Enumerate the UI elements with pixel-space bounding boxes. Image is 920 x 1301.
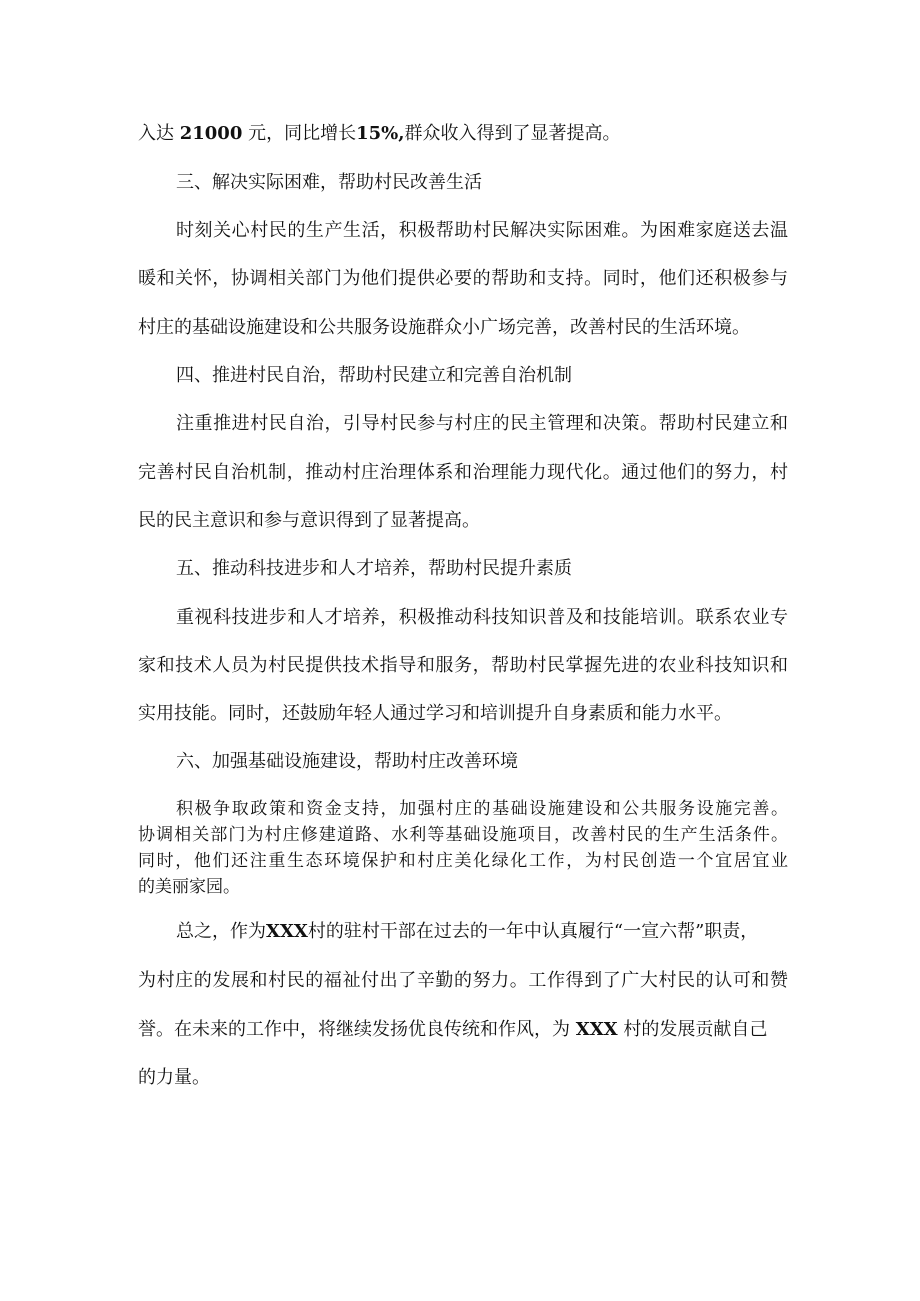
summary-line xyxy=(176,920,788,944)
income-sentence-line xyxy=(138,122,788,146)
paragraph-line: 家和技术人员为村民提供技术指导和服务，帮助村民掌握先进的农业科技知识和 xyxy=(138,655,788,676)
paragraph-line: 时刻关心村民的生产生活，积极帮助村民解决实际困难。为困难家庭送去温 xyxy=(176,220,788,241)
paragraph-line: 协调相关部门为村庄修建道路、水利等基础设施项目，改善村民的生产生活条件。 xyxy=(138,825,788,845)
paragraph-line: 同时，他们还注重生态环境保护和村庄美化绿化工作，为村民创造一个宜居宜业 xyxy=(138,851,788,871)
paragraph-line: 暖和关怀，协调相关部门为他们提供必要的帮助和支持。同时，他们还积极参与 xyxy=(138,268,788,289)
text-fragment: 村的发展贡献自己 xyxy=(623,1019,768,1040)
text-fragment: 入达 xyxy=(138,123,174,144)
paragraph-line: 完善村民自治机制，推动村庄治理体系和治理能力现代化。通过他们的努力，村 xyxy=(138,462,788,483)
paragraph-line: 注重推进村民自治，引导村民参与村庄的民主管理和决策。帮助村民建立和 xyxy=(176,413,788,434)
village-name: XXX xyxy=(575,1019,618,1040)
text-fragment: 总之，作为 xyxy=(176,921,266,942)
text-fragment: 誉。在未来的工作中，将继续发扬优良传统和作风，为 xyxy=(138,1019,570,1040)
paragraph-line: 重视科技进步和人才培养，积极推动科技知识普及和技能培训。联系农业专 xyxy=(176,607,788,628)
section-heading-4: 四、推进村民自治，帮助村民建立和完善自治机制 xyxy=(176,365,572,386)
income-amount: 21000 xyxy=(179,123,243,144)
section-heading-6: 六、加强基础设施建设，帮助村庄改善环境 xyxy=(176,751,518,772)
paragraph-line: 为村庄的发展和村民的福祉付出了辛勤的努力。工作得到了广大村民的认可和赞 xyxy=(138,970,788,991)
village-name: XXX xyxy=(266,921,308,942)
text-fragment: 元，同比增长 xyxy=(248,123,357,144)
paragraph-line: 积极争取政策和资金支持，加强村庄的基础设施建设和公共服务设施完善。 xyxy=(176,799,788,819)
text-fragment: 村的驻村干部在过去的一年中认真履行“一宣六帮”职责， xyxy=(307,921,759,942)
text-fragment: 群众收入得到了显著提高。 xyxy=(404,123,621,144)
section-heading-5: 五、推动科技进步和人才培养，帮助村民提升素质 xyxy=(176,558,572,579)
growth-rate: 15%, xyxy=(356,123,405,144)
paragraph-line: 实用技能。同时，还鼓励年轻人通过学习和培训提升自身素质和能力水平。 xyxy=(138,703,732,724)
summary-line xyxy=(138,1018,788,1042)
paragraph-line: 的美丽家园。 xyxy=(138,877,240,897)
paragraph-line: 的力量。 xyxy=(138,1067,210,1088)
section-heading-3: 三、解决实际困难，帮助村民改善生活 xyxy=(176,172,482,193)
paragraph-line: 村庄的基础设施建设和公共服务设施群众小广场完善，改善村民的生活环境。 xyxy=(138,317,750,338)
paragraph-line: 民的民主意识和参与意识得到了显著提高。 xyxy=(138,510,480,531)
